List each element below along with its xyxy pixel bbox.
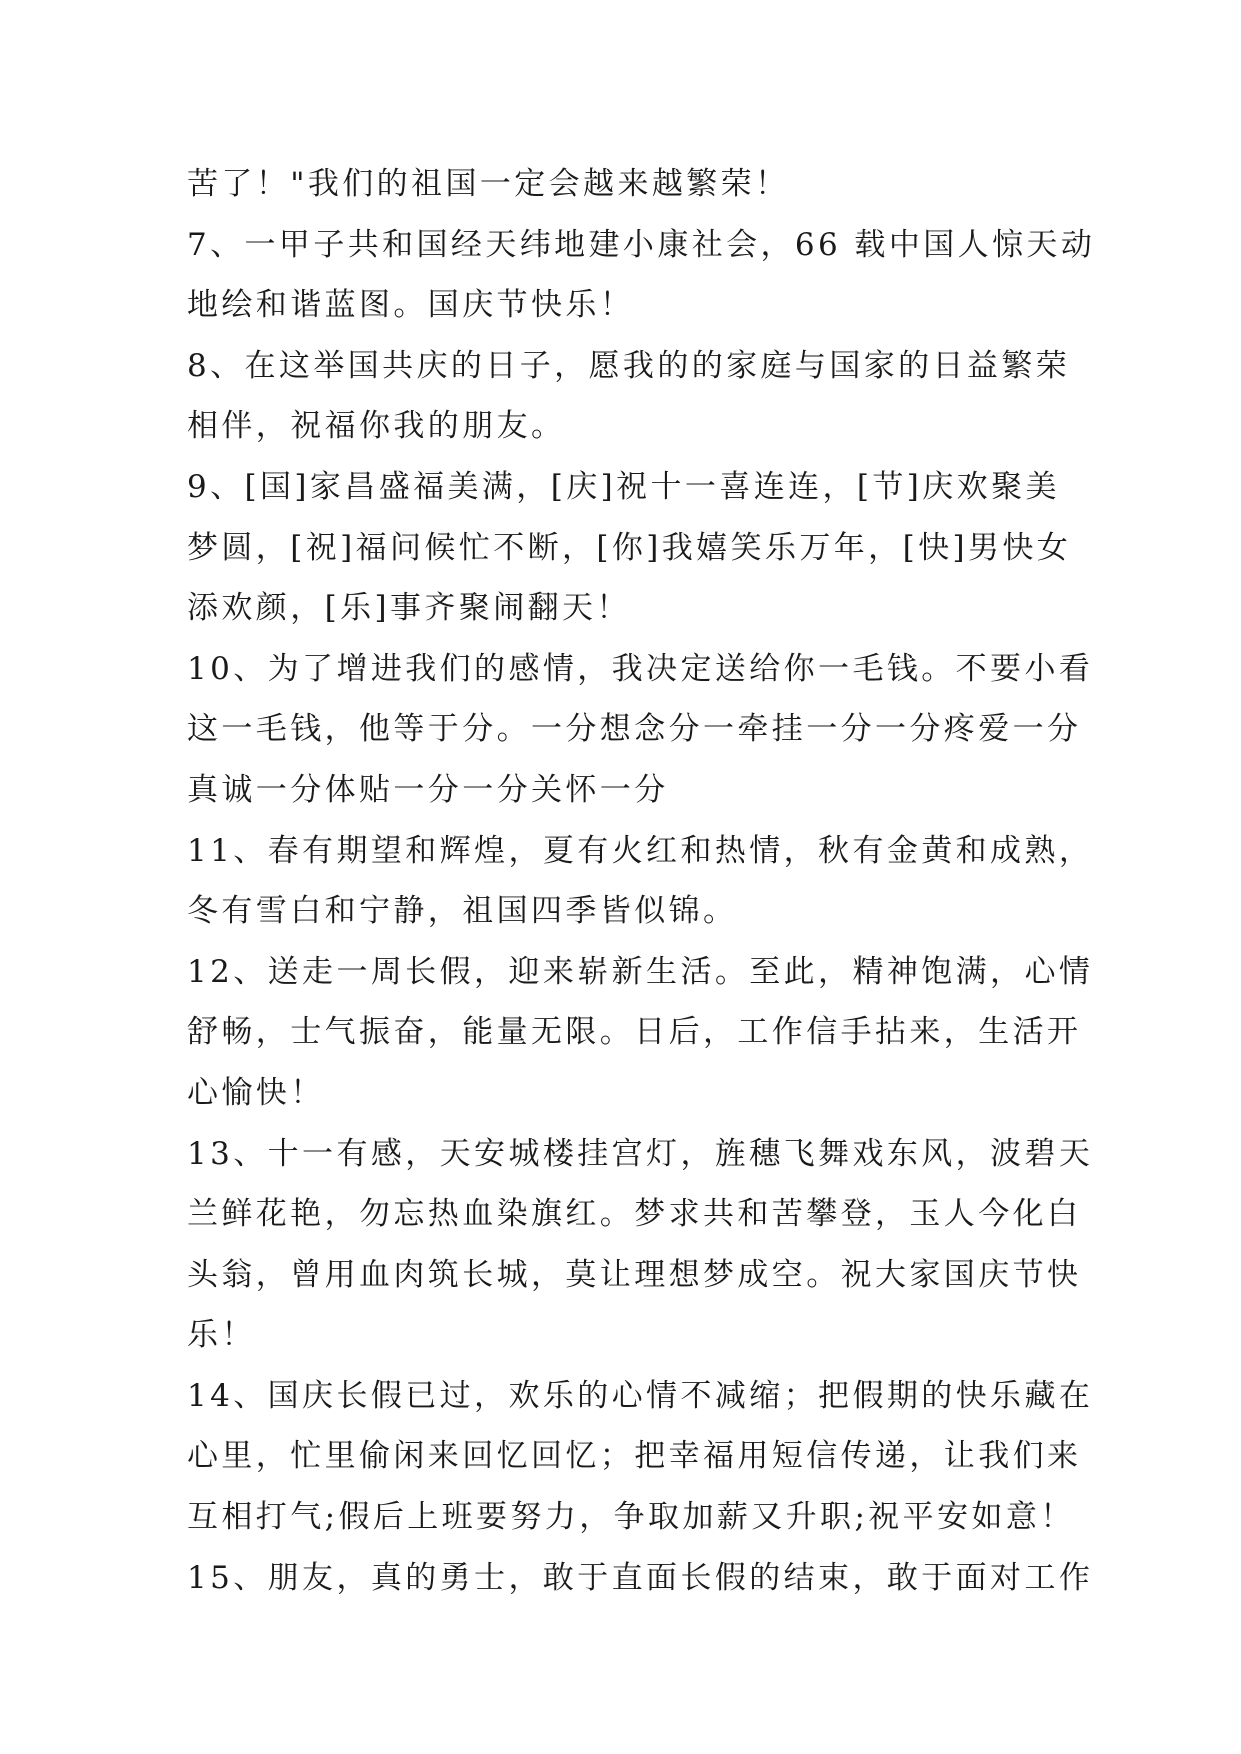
text-line: 苦了！"我们的祖国一定会越来越繁荣！: [187, 166, 790, 202]
text-line: 这一毛钱，他等于分。一分想念分一牵挂一分一分疼爱一分: [187, 711, 1082, 748]
text-line: 12、送走一周长假，迎来崭新生活。至此，精神饱满，心情: [187, 953, 1094, 990]
text-line: 舒畅，士气振奋，能量无限。日后，工作信手拈来，生活开: [187, 1014, 1082, 1051]
text-line: 11、春有期望和辉煌，夏有火红和热情，秋有金黄和成熟，: [187, 832, 1094, 869]
text-line: 7、一甲子共和国经天纬地建小康社会，66 载中国人惊天动: [187, 226, 1096, 263]
text-line: 梦圆，[祝]福问候忙不断，[你]我嬉笑乐万年，[快]男快女: [187, 529, 1072, 566]
text-line: 9、[国]家昌盛福美满，[庆]祝十一喜连连，[节]庆欢聚美: [187, 468, 1060, 505]
text-line: 冬有雪白和宁静，祖国四季皆似锦。: [187, 893, 738, 930]
text-line: 10、为了增进我们的感情，我决定送给你一毛钱。不要小看: [187, 650, 1094, 687]
text-line: 头翁，曾用血肉筑长城，莫让理想梦成空。祝大家国庆节快: [187, 1256, 1082, 1293]
text-line: 兰鲜花艳，勿忘热血染旗红。梦求共和苦攀登，玉人今化白: [187, 1196, 1082, 1233]
text-line: 心里，忙里偷闲来回忆回忆；把幸福用短信传递，让我们来: [187, 1438, 1082, 1475]
text-line: 相伴，祝福你我的朋友。: [187, 408, 566, 445]
text-line: 14、国庆长假已过，欢乐的心情不减缩；把假期的快乐藏在: [187, 1377, 1094, 1414]
text-line: 13、十一有感，天安城楼挂宫灯，旌穗飞舞戏东风，波碧天: [187, 1135, 1094, 1172]
text-line: 心愉快！: [187, 1074, 325, 1111]
text-line: 地绘和谐蓝图。国庆节快乐！: [187, 287, 635, 324]
text-line: 15、朋友，真的勇士，敢于直面长假的结束，敢于面对工作: [187, 1559, 1094, 1596]
text-line: 互相打气;假后上班要努力，争取加薪又升职;祝平安如意！: [187, 1499, 1075, 1536]
text-line: 8、在这举国共庆的日子，愿我的的家庭与国家的日益繁荣: [187, 347, 1071, 384]
text-line: 真诚一分体贴一分一分关怀一分: [187, 771, 669, 808]
text-line: 添欢颜，[乐]事齐聚闹翻天！: [187, 590, 631, 627]
document-body: [187, 154, 1096, 1608]
text-line: 乐！: [187, 1317, 256, 1354]
